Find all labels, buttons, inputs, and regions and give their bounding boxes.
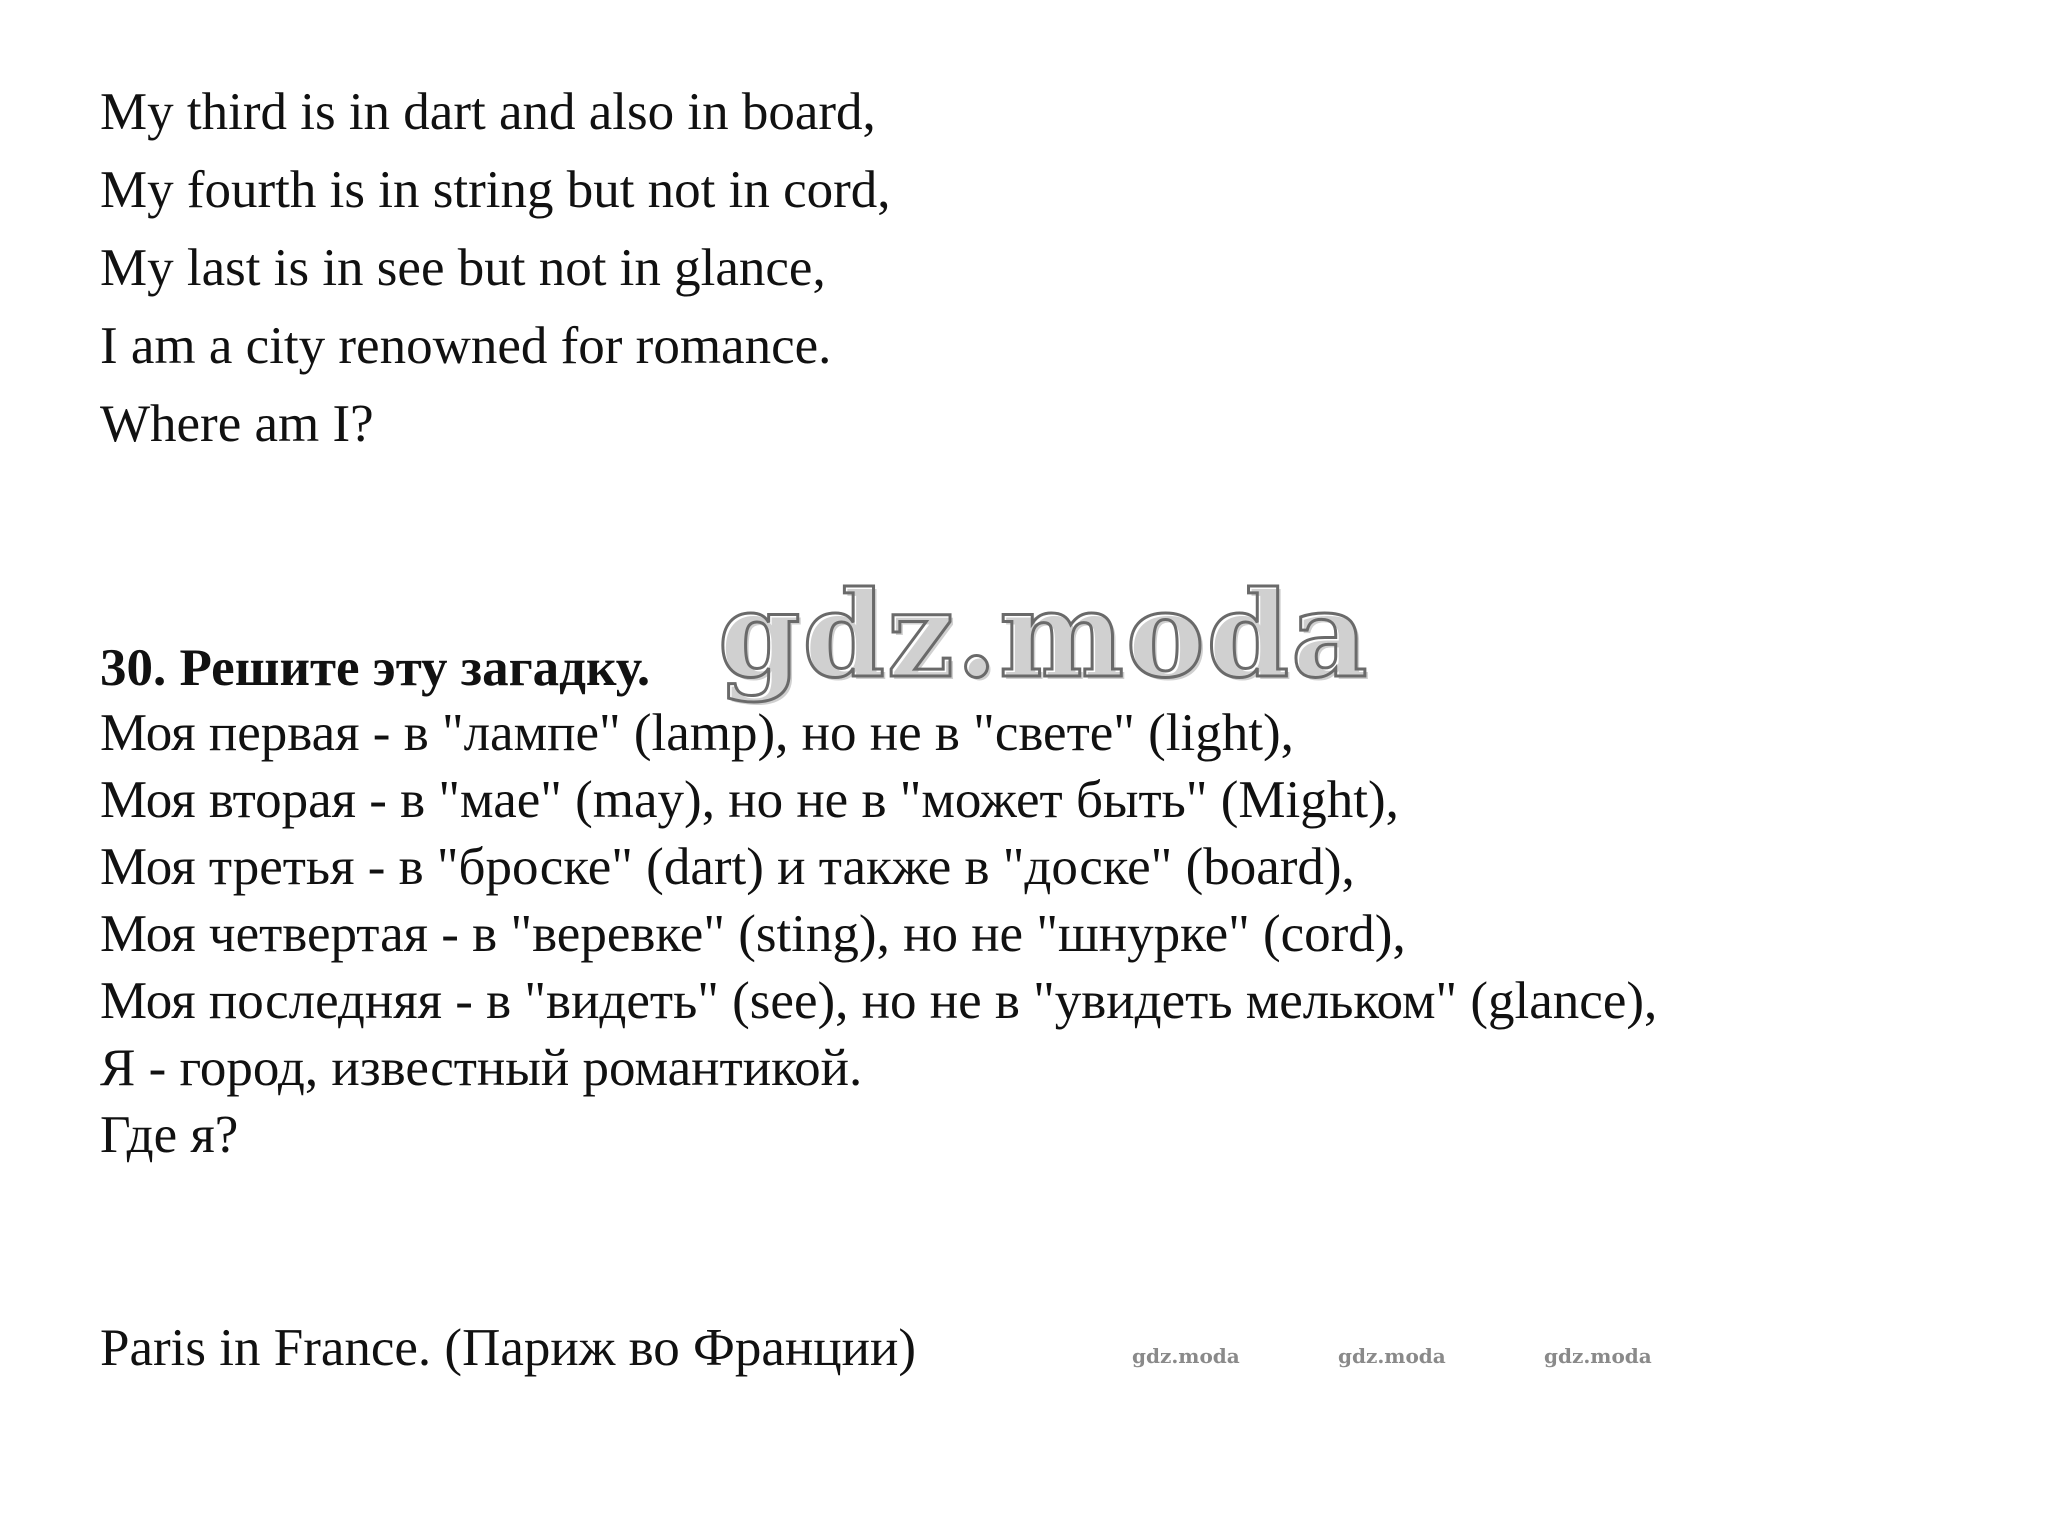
exercise-line: Моя третья - в "броске" (dart) и также в "доске" (board), <box>100 838 1355 896</box>
riddle-line: I am a city renowned for romance. <box>100 317 832 375</box>
answer-text: Paris in France. (Париж во Франции) <box>100 1319 917 1377</box>
exercise-line: Моя первая - в "лампе" (lamp), но не в "свете" (light), <box>100 704 1294 762</box>
riddle-line: My third is in dart and also in board, <box>100 83 876 141</box>
riddle-line: Where am I? <box>100 395 374 453</box>
exercise-heading: 30. Решите эту загадку. <box>100 639 651 697</box>
exercise-line: Я - город, известный романтикой. <box>100 1039 863 1097</box>
riddle-line: My fourth is in string but not in cord, <box>100 161 891 219</box>
watermark-small: gdz.moda <box>1132 1344 1240 1368</box>
watermark-small: gdz.moda <box>1338 1344 1446 1368</box>
watermark-small: gdz.moda <box>1544 1344 1652 1368</box>
exercise-line: Моя четвертая - в "веревке" (sting), но не "шнурке" (cord), <box>100 905 1406 963</box>
exercise-line: Моя последняя - в "видеть" (see), но не в "увидеть мельком" (glance), <box>100 972 1658 1030</box>
exercise-line: Где я? <box>100 1106 239 1164</box>
exercise-line: Моя вторая - в "мае" (may), но не в "может быть" (Might), <box>100 771 1399 829</box>
riddle-line: My last is in see but not in glance, <box>100 239 826 297</box>
watermark-logo: gdz.moda <box>718 565 1370 704</box>
